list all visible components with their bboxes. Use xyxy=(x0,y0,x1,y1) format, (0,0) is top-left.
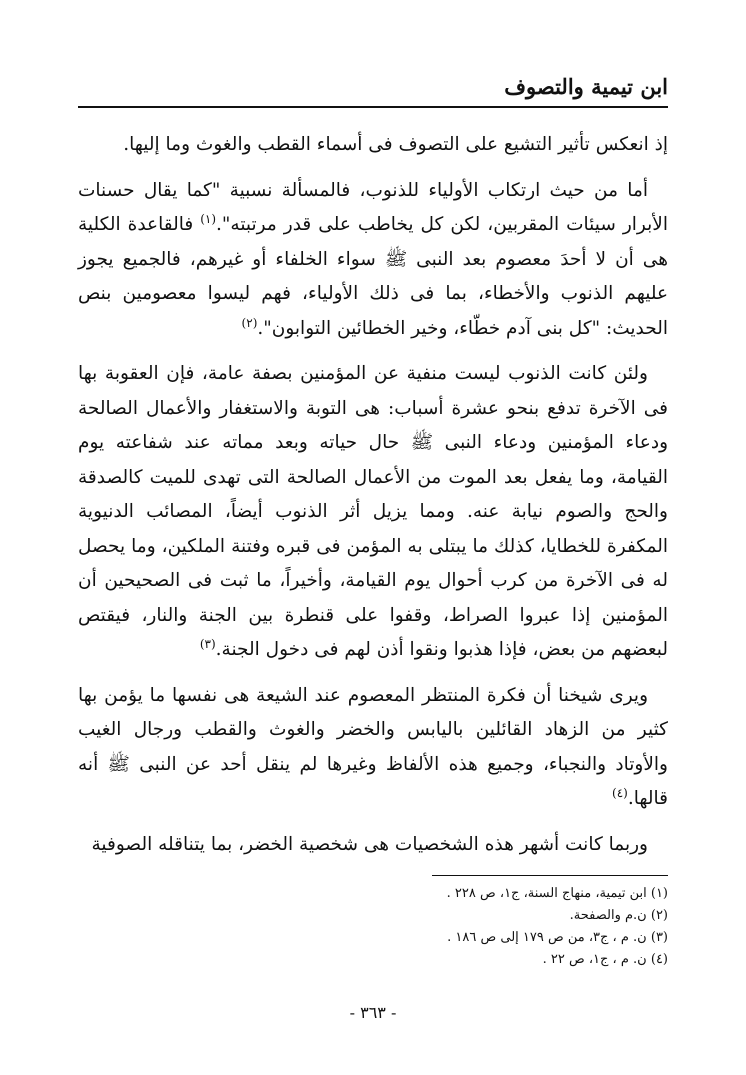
running-title: ابن تيمية والتصوف xyxy=(504,74,668,99)
paragraph-5-text: وربما كانت أشهر هذه الشخصيات هى شخصية الخضر، بما يتناقله الصوفية xyxy=(91,833,648,855)
paragraph-4-text: ويرى شيخنا أن فكرة المنتظر المعصوم عند الشيعة هى نفسها ما يؤمن بها كثير من الزهاد القائلين باليابس والخضر والغوث والقطب ورجال الغيب والأوتاد والنجباء، وجميع هذه الألفاظ وغيرها لم ينقل أحد عن النبى ﷺ أنه قالها. xyxy=(78,684,668,809)
paragraph-5 xyxy=(78,828,668,863)
paragraph-2 xyxy=(78,174,668,347)
footnote-4: (٤) ن. م ، ج١، ص ٢٢ . xyxy=(542,952,668,967)
body-text xyxy=(78,128,668,873)
paragraph-2-continuation: فالقاعدة الكلية هى أن لا أحدَ معصوم بعد النبى ﷺ سواء الخلفاء أو غيرهم، فالجميع يجوز عليهم الذنوب والأخطاء، بما فى ذلك الأولياء، فهم ليسوا معصومين بنص الحديث: "كل بنى آدم خطّاء، وخير الخطائين التوابون". xyxy=(78,214,668,339)
footnote-marker-4: (٤) xyxy=(612,785,628,800)
paragraph-3 xyxy=(78,357,668,668)
paragraph-1 xyxy=(78,128,668,163)
footnote-marker-2: (٢) xyxy=(241,315,258,330)
paragraph-3-text: ولئن كانت الذنوب ليست منفية عن المؤمنين بصفة عامة، فإن العقوبة بها فى الآخرة تدفع بنحو عشرة أسباب: هى التوبة والاستغفار والأعمال الصالحة ودعاء المؤمنين ودعاء النبى ﷺ حال حياته وبعد مماته عند شفاعته يوم القيامة، وما يفعل بعد الموت من الأعمال الصالحة التى تهدى للميت كالصدقة والحج والصوم نيابة عنه. ومما يزيل أثر الذنوب أيضاً، المصائب الدنيوية المكفرة للخطايا، كذلك ما يبتلى به المؤمن فى قبره وفتنة الملكين، وما يحصل له فى الآخرة من كرب أحوال يوم القيامة، وأخيراً، ما ثبت فى الصحيحين أن المؤمنين إذا عبروا الصراط، وقفوا على قنطرة بين الجنة والنار، فيقتص لبعضهم من بعض، فإذا هذبوا ونقوا أذن لهم فى دخول الجنة. xyxy=(78,363,668,660)
footnote-marker-1: (١) xyxy=(200,211,217,226)
footnote-2: (٢) ن.م والصفحة. xyxy=(569,908,668,923)
footnote-3: (٣) ن. م ، ج٣، من ص ١٧٩ إلى ص ١٨٦ . xyxy=(447,930,668,945)
page-number: - ٣٦٣ - xyxy=(349,1003,397,1022)
footnote-marker-3: (٣) xyxy=(199,636,216,651)
footnote-rule xyxy=(432,875,668,876)
header-rule xyxy=(78,106,668,108)
paragraph-2-text: أما من حيث ارتكاب الأولياء للذنوب، فالمسألة نسبية "كما يقال حسنات الأبرار سيئات المقربين، لكن كل يخاطب على قدر مرتبته". xyxy=(78,179,668,235)
footnote-1: (١) ابن تيمية، منهاج السنة، ج١، ص ٢٢٨ . xyxy=(446,886,668,901)
paragraph-1-text: إذ انعكس تأثير التشيع على التصوف فى أسماء القطب والغوث وما إليها. xyxy=(123,134,668,155)
paragraph-4 xyxy=(78,679,668,817)
footnotes xyxy=(200,883,668,971)
